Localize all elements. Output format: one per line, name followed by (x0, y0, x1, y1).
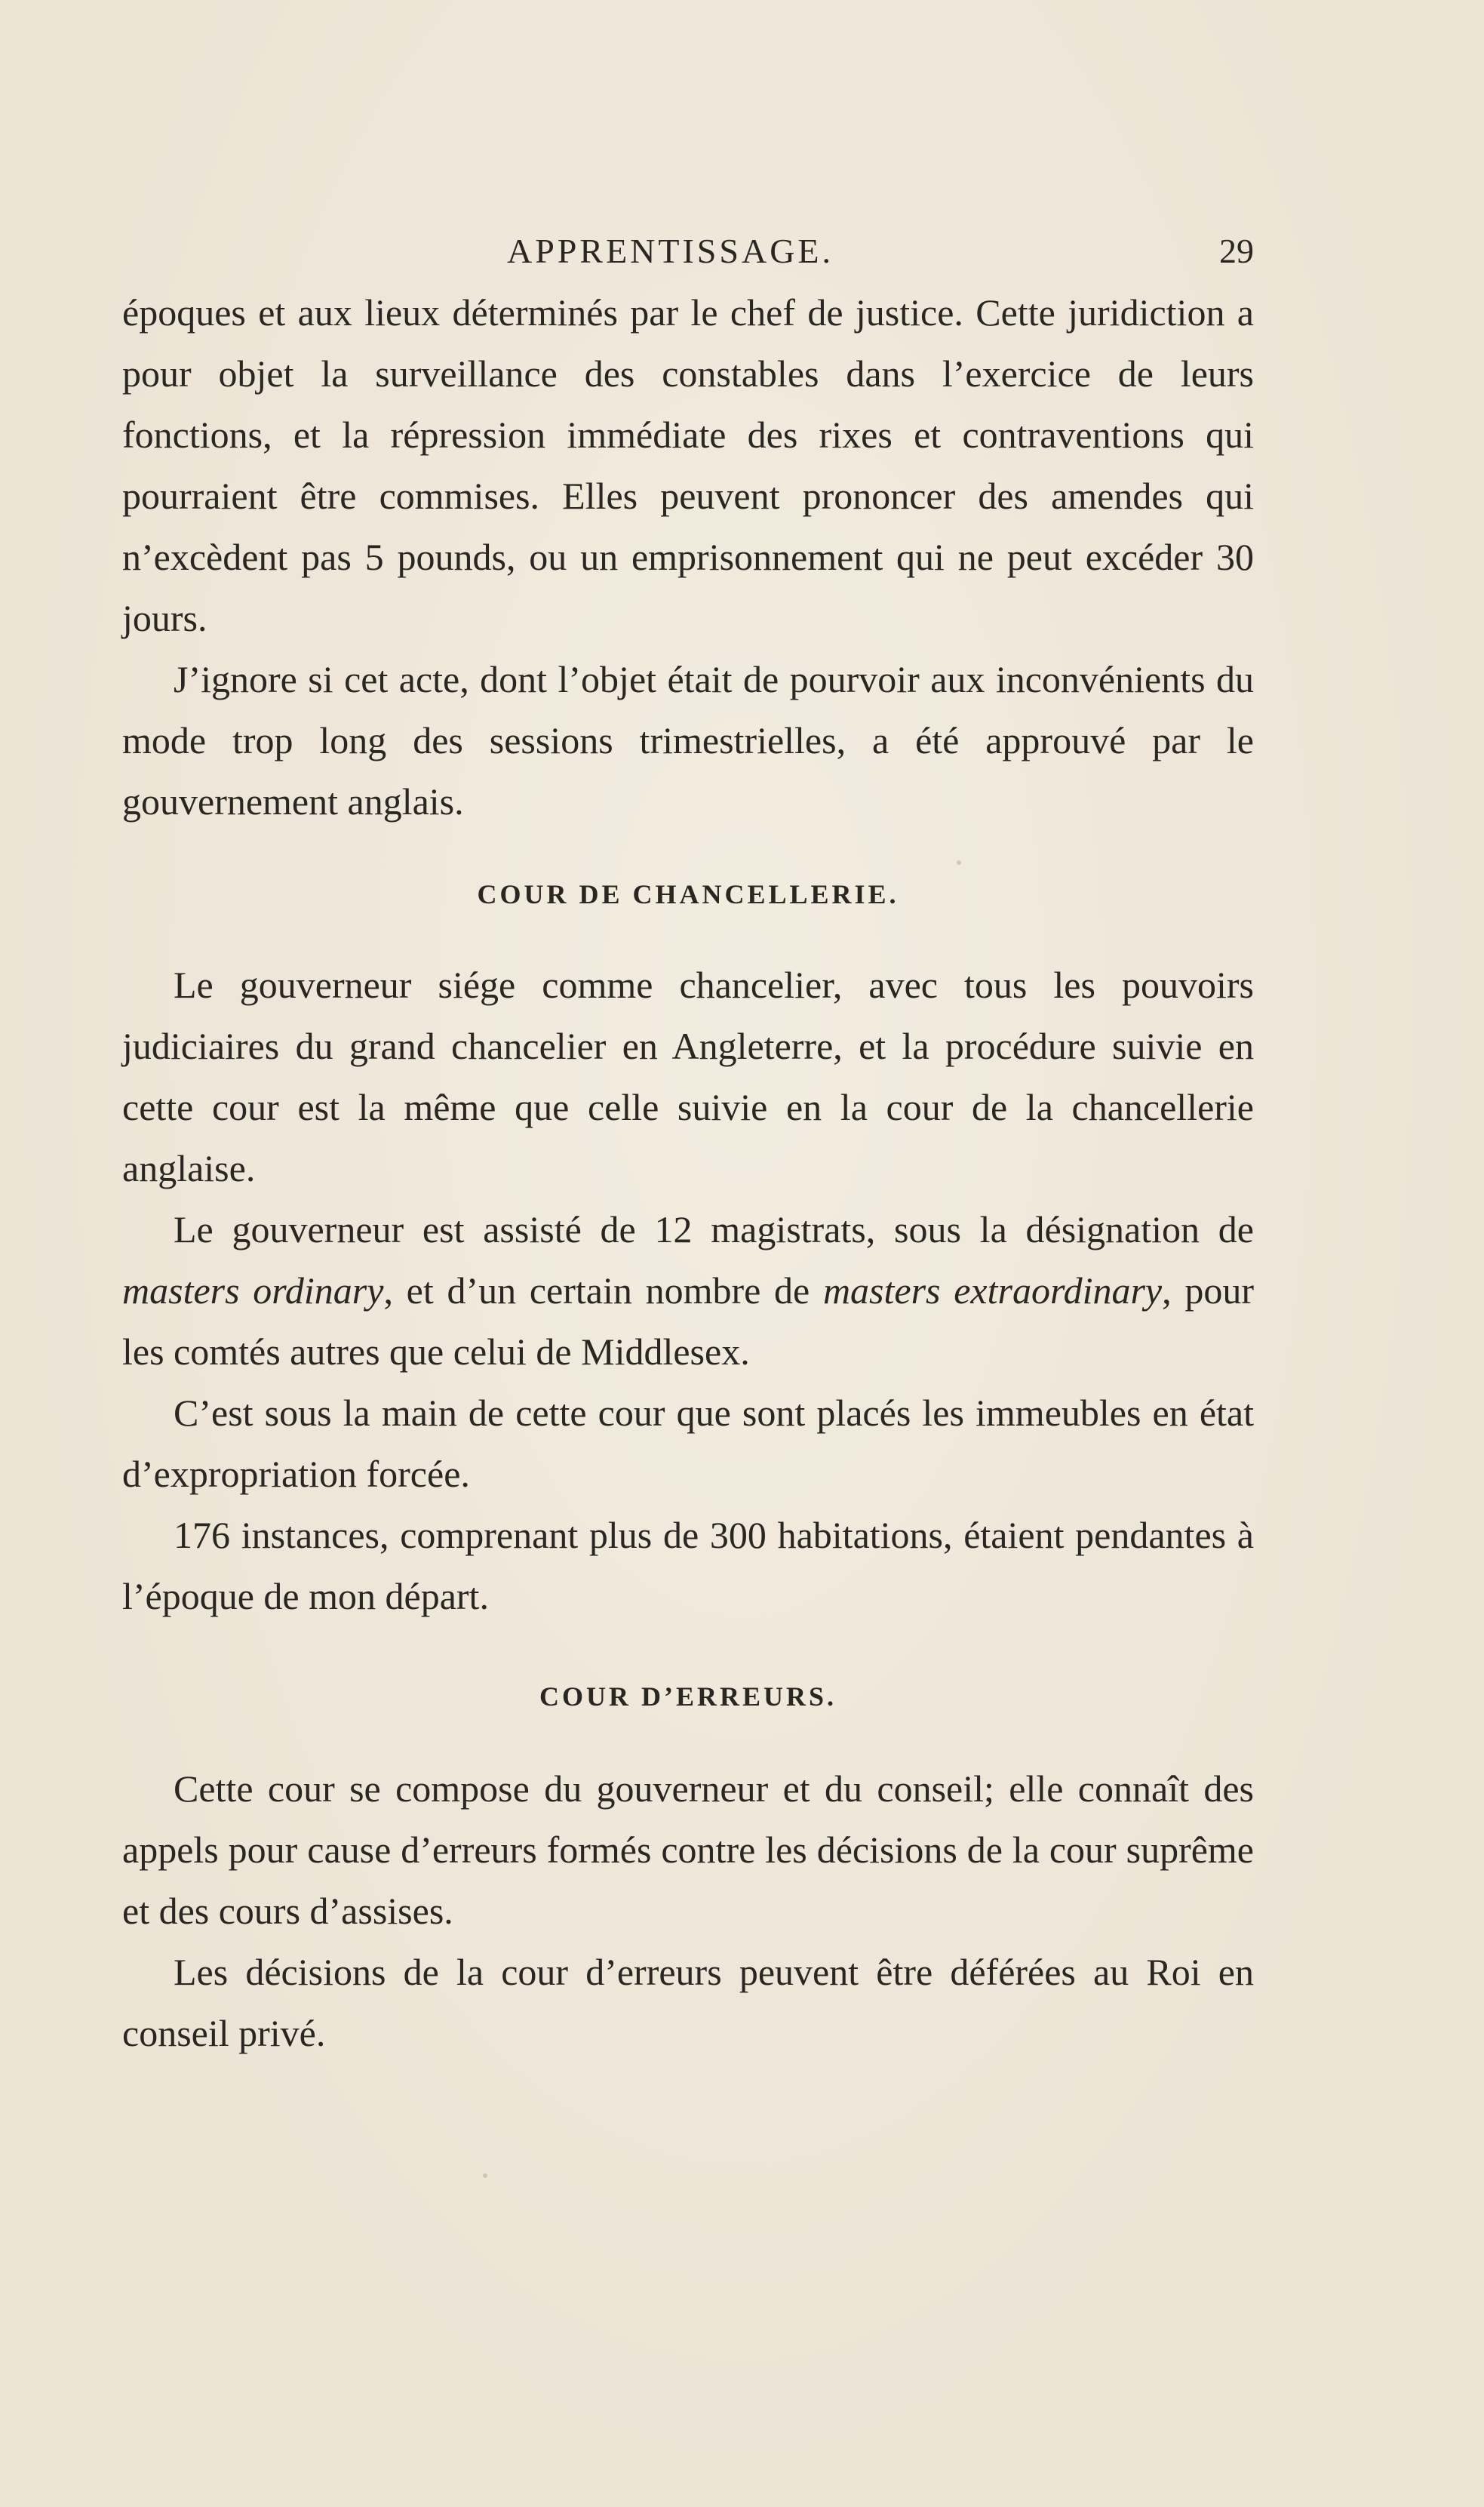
running-title: APPRENTISSAGE. (507, 232, 834, 270)
paragraph-acte: J’ignore si cet acte, dont l’objet était de pourvoir aux inconvénients du mode trop long des sessions trimestrielles, a été approuvé par le gouvernement anglais. (122, 658, 1254, 823)
body-text (122, 282, 1254, 2064)
text-run: Le gouverneur est assisté de 12 magistrats, sous la désignation de (174, 1208, 1254, 1250)
text-run: , pour les comtés autres que celui de Middlesex. (122, 1269, 1254, 1373)
paragraph-expropriation: C’est sous la main de cette cour que sont placés les immeubles en état d’expropriation forcée. (122, 1392, 1254, 1495)
paragraph-decisions: Les décisions de la cour d’erreurs peuvent être déférées au Roi en conseil privé. (122, 1951, 1254, 2054)
paper-speck (957, 860, 961, 865)
page-header (122, 225, 1254, 278)
paragraph-cour-erreurs: Cette cour se compose du gouverneur et du conseil; elle connaît des appels pour cause d’erreurs formés contre les décisions de la cour suprême et des cours d’assises. (122, 1767, 1254, 1932)
paragraph-chancelier: Le gouverneur siége comme chancelier, avec tous les pouvoirs judiciaires du grand chancelier en Angleterre, et la procédure suivie en cette cour est la même que celle suivie en la cour de la chancellerie anglaise. (122, 964, 1254, 1189)
page-number: 29 (1219, 232, 1254, 270)
paragraph-instances: 176 instances, comprenant plus de 300 habitations, étaient pendantes à l’époque de mon départ. (122, 1514, 1254, 1617)
section-heading-chancellerie: COUR DE CHANCELLERIE. (477, 879, 899, 909)
paragraph-magistrats (122, 1199, 1254, 1383)
section-heading-erreurs: COUR D’ERREURS. (539, 1681, 837, 1712)
italic-term-masters-ordinary: masters ordinary (122, 1269, 384, 1312)
paper-speck (483, 2173, 487, 2178)
paragraph-juridiction: époques et aux lieux déterminés par le chef de justice. Cette juridiction a pour objet la surveillance des constables dans l’exercice de leurs fonctions, et la répression immédiate des rixes et contraventions qui pourraient être commises. Elles peuvent prononcer des amendes qui n’excèdent pas 5 pounds, ou un emprisonnement qui ne peut excéder 30 jours. (122, 291, 1254, 639)
text-run: , et d’un certain nombre de (383, 1269, 823, 1312)
italic-term-masters-extraordinary: masters extraordinary (822, 1269, 1163, 1312)
